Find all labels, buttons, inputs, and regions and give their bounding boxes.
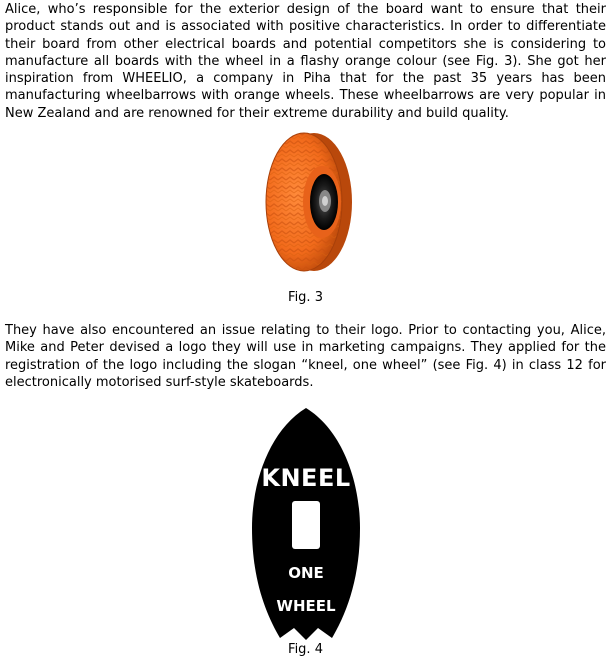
logo-word-one: ONE — [288, 564, 324, 582]
orange-wheel-image — [262, 131, 354, 273]
paragraph-wheel-design: Alice, who’s responsible for the exterior design of the board want to ensure that their product stands out and is associated with positive characteristics. In order to differentiate their board from other electrical boards and potential competitors she is considering to manufacture all boards with the wheel in a flashy orange colour (see Fig. 3). She got her inspiration from WHEELIO, a company in Piha that for the past 35 years has been manufacturing wheelbarrows with orange wheels. These wheelbarrows are very popular in New Zealand and are renowned for their extreme durability and build quality. — [5, 2, 606, 121]
figure-3-caption: Fig. 3 — [288, 290, 323, 305]
logo-word-wheel: WHEEL — [276, 597, 336, 615]
kneel-one-wheel-logo — [250, 406, 362, 642]
logo-word-kneel: KNEEL — [261, 464, 351, 492]
figure-4-caption: Fig. 4 — [288, 642, 323, 657]
figure-3-orange-wheel — [262, 131, 354, 273]
figure-4-logo — [250, 406, 362, 642]
paragraph-logo-issue: They have also encountered an issue relating to their logo. Prior to contacting you, Alice, Mike and Peter devised a logo they will use in marketing campaigns. They applied for the registration of the logo including the slogan “kneel, one wheel” (see Fig. 4) in class 12 for electronically motorised surf-style skateboards. — [5, 323, 606, 390]
board-pad-shape — [292, 501, 320, 549]
